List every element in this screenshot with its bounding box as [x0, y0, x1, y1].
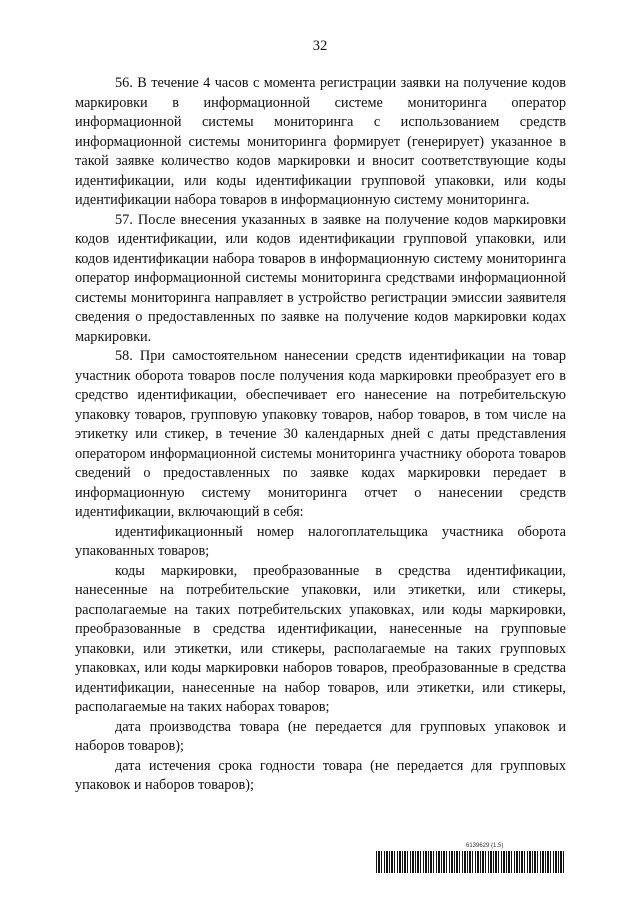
list-item-inn: идентификационный номер налогоплательщика участника оборота упакованных товаров;: [75, 523, 566, 559]
paragraph-56: 56. В течение 4 часов с момента регистрации заявки на получение кодов маркировки в информационной системе мониторинга оператор информационной системы мониторинга с использованием средств информационной системы мониторинга формирует (генерирует) указанное в такой заявке количество кодов маркировки и вносит соответствующие коды идентификации, или коды идентификации групповой упаковки, или коды идентификации набора товаров в информационную систему мониторинга.: [75, 75, 566, 208]
list-item-expiry-date: дата истечения срока годности товара (не передается для групповых упаковок и наборов товаров);: [75, 757, 566, 793]
list-item-production-date: дата производства товара (не передается для групповых упаковок и наборов товаров);: [75, 718, 566, 754]
document-body: [75, 74, 566, 796]
page-number: 32: [312, 38, 328, 54]
document-code: 6139629 (1.5): [466, 843, 504, 849]
paragraph-58: 58. При самостоятельном нанесении средств идентификации на товар участник оборота товаров после получения кода маркировки преобразует его в средство идентификации, обеспечивает его нанесение на потребительскую упаковку товаров, групповую упаковку товаров, набор товаров, в том числе на этикетку или стикер, в течение 30 календарных дней с даты представления оператором информационной системы мониторинга участнику оборота товаров сведений о предоставленных по заявке кодах маркировки передает в информационную систему мониторинга отчет о нанесении средств идентификации, включающий в себя:: [75, 348, 566, 520]
list-item-marking-codes: коды маркировки, преобразованные в средства идентификации, нанесенные на потребительские упаковки, или этикетки, или стикеры, располагаемые на таких потребительских упаковках, или коды маркировки, преобразованные в средства идентификации, нанесенные на групповые упаковки, или этикетки, или стикеры, располагаемые на таких групповых упаковках, или коды маркировки наборов товаров, преобразованные в средства идентификации, нанесенные на набор товаров, или этикетки, или стикеры, располагаемые на таких наборах товаров;: [75, 562, 566, 715]
barcode-image: [376, 851, 565, 873]
paragraph-57: 57. После внесения указанных в заявке на получение кодов маркировки кодов идентификации, или кодов идентификации групповой упаковки, или кодов идентификации набора товаров в информационную систему мониторинга оператор информационной системы мониторинга средствами информационной системы мониторинга направляет в устройство регистрации эмиссии заявителя сведения о предоставленных по заявке на получение кодов маркировки кодах маркировки.: [75, 211, 566, 345]
